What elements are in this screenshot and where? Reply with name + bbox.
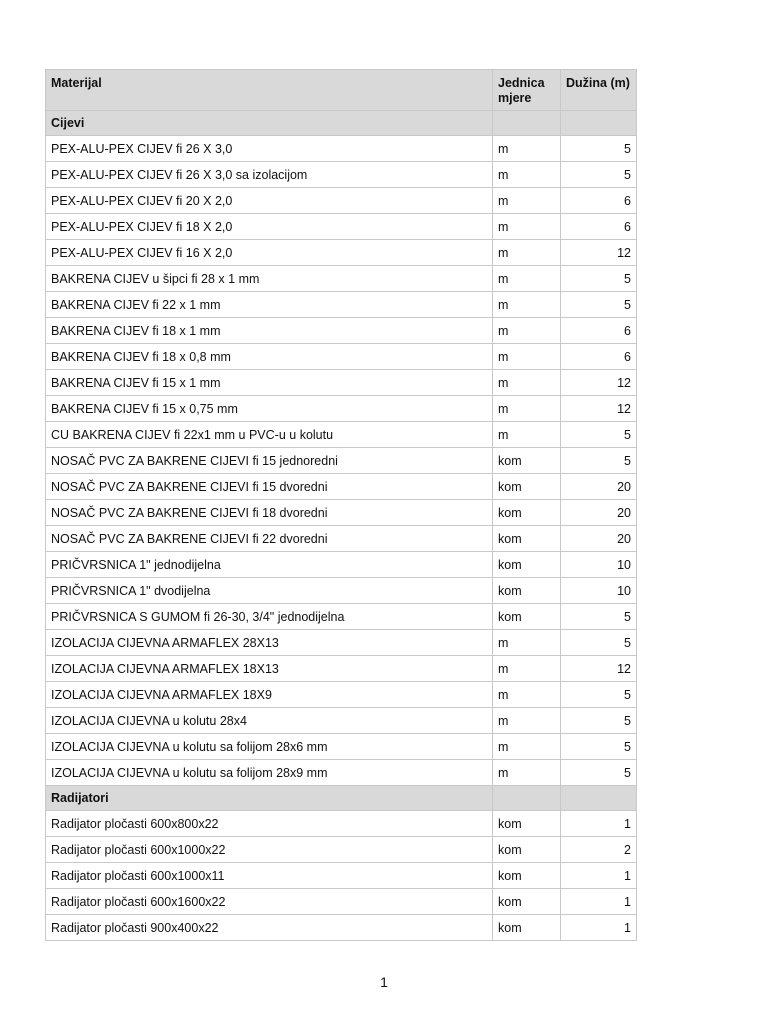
header-length: Dužina (m) [561,70,637,111]
page-number: 1 [380,974,388,990]
length-cell: 1 [561,889,637,915]
section-empty-cell [493,111,561,136]
material-cell: PRIČVRSNICA 1" dvodijelna [46,578,493,604]
table-row [46,760,637,786]
length-cell: 12 [561,656,637,682]
unit-cell: m [493,734,561,760]
unit-cell: kom [493,578,561,604]
length-cell: 5 [561,604,637,630]
material-cell: NOSAČ PVC ZA BAKRENE CIJEVI fi 15 dvoredni [46,474,493,500]
length-cell: 1 [561,811,637,837]
section-title: Radijatori [46,786,493,811]
material-cell: Radijator pločasti 600x1000x22 [46,837,493,863]
length-cell: 5 [561,708,637,734]
unit-cell: kom [493,474,561,500]
length-cell: 5 [561,162,637,188]
length-cell: 5 [561,448,637,474]
materials-table [45,69,637,941]
unit-cell: kom [493,552,561,578]
section-title: Cijevi [46,111,493,136]
unit-cell: kom [493,889,561,915]
unit-cell: kom [493,863,561,889]
length-cell: 2 [561,837,637,863]
length-cell: 10 [561,578,637,604]
unit-cell: kom [493,448,561,474]
table-row [46,448,637,474]
table-row [46,552,637,578]
unit-cell: kom [493,915,561,941]
unit-cell: m [493,266,561,292]
table-row [46,344,637,370]
section-empty-cell [493,786,561,811]
unit-cell: m [493,370,561,396]
table-row [46,240,637,266]
material-cell: IZOLACIJA CIJEVNA u kolutu sa folijom 28x9 mm [46,760,493,786]
table-row [46,500,637,526]
length-cell: 5 [561,422,637,448]
unit-cell: m [493,162,561,188]
table-row [46,474,637,500]
material-cell: BAKRENA CIJEV fi 15 x 0,75 mm [46,396,493,422]
material-cell: BAKRENA CIJEV fi 22 x 1 mm [46,292,493,318]
unit-cell: m [493,682,561,708]
material-cell: CU BAKRENA CIJEV fi 22x1 mm u PVC-u u kolutu [46,422,493,448]
unit-cell: m [493,214,561,240]
length-cell: 10 [561,552,637,578]
table-row [46,136,637,162]
length-cell: 1 [561,863,637,889]
material-cell: PEX-ALU-PEX CIJEV fi 26 X 3,0 sa izolacijom [46,162,493,188]
table-row [46,734,637,760]
unit-cell: m [493,344,561,370]
length-cell: 20 [561,474,637,500]
material-cell: PEX-ALU-PEX CIJEV fi 26 X 3,0 [46,136,493,162]
material-cell: BAKRENA CIJEV fi 18 x 1 mm [46,318,493,344]
table-row [46,630,637,656]
material-cell: IZOLACIJA CIJEVNA ARMAFLEX 18X9 [46,682,493,708]
material-cell: IZOLACIJA CIJEVNA u kolutu 28x4 [46,708,493,734]
material-cell: PEX-ALU-PEX CIJEV fi 18 X 2,0 [46,214,493,240]
material-cell: IZOLACIJA CIJEVNA ARMAFLEX 28X13 [46,630,493,656]
table-row [46,370,637,396]
length-cell: 5 [561,630,637,656]
table-row [46,188,637,214]
material-cell: Radijator pločasti 900x400x22 [46,915,493,941]
length-cell: 20 [561,526,637,552]
table-row [46,863,637,889]
header-material: Materijal [46,70,493,111]
length-cell: 12 [561,396,637,422]
unit-cell: kom [493,604,561,630]
unit-cell: m [493,760,561,786]
length-cell: 12 [561,240,637,266]
length-cell: 6 [561,318,637,344]
table-row [46,915,637,941]
unit-cell: kom [493,526,561,552]
length-cell: 1 [561,915,637,941]
material-cell: BAKRENA CIJEV fi 18 x 0,8 mm [46,344,493,370]
table-body [46,111,637,941]
material-cell: NOSAČ PVC ZA BAKRENE CIJEVI fi 22 dvoredni [46,526,493,552]
table-row [46,837,637,863]
unit-cell: m [493,422,561,448]
table-row [46,266,637,292]
material-cell: BAKRENA CIJEV fi 15 x 1 mm [46,370,493,396]
unit-cell: kom [493,837,561,863]
length-cell: 5 [561,136,637,162]
material-cell: PRIČVRSNICA 1" jednodijelna [46,552,493,578]
unit-cell: m [493,136,561,162]
section-empty-cell [561,786,637,811]
table-row [46,708,637,734]
length-cell: 5 [561,292,637,318]
table-row [46,162,637,188]
length-cell: 6 [561,188,637,214]
unit-cell: m [493,630,561,656]
table-row [46,578,637,604]
length-cell: 5 [561,266,637,292]
table-row [46,889,637,915]
length-cell: 5 [561,682,637,708]
material-cell: Radijator pločasti 600x1000x11 [46,863,493,889]
table-row [46,656,637,682]
material-cell: PEX-ALU-PEX CIJEV fi 16 X 2,0 [46,240,493,266]
material-cell: NOSAČ PVC ZA BAKRENE CIJEVI fi 18 dvoredni [46,500,493,526]
material-cell: IZOLACIJA CIJEVNA ARMAFLEX 18X13 [46,656,493,682]
table-row [46,682,637,708]
unit-cell: m [493,396,561,422]
table-row [46,318,637,344]
unit-cell: m [493,188,561,214]
material-cell: Radijator pločasti 600x800x22 [46,811,493,837]
section-row [46,786,637,811]
material-cell: IZOLACIJA CIJEVNA u kolutu sa folijom 28x6 mm [46,734,493,760]
unit-cell: kom [493,500,561,526]
table-row [46,526,637,552]
header-unit: Jednica mjere [493,70,561,111]
unit-cell: m [493,318,561,344]
material-cell: BAKRENA CIJEV u šipci fi 28 x 1 mm [46,266,493,292]
table-row [46,396,637,422]
unit-cell: m [493,656,561,682]
unit-cell: m [493,240,561,266]
material-cell: NOSAČ PVC ZA BAKRENE CIJEVI fi 15 jednoredni [46,448,493,474]
unit-cell: m [493,708,561,734]
length-cell: 20 [561,500,637,526]
table-row [46,292,637,318]
length-cell: 12 [561,370,637,396]
table-row [46,811,637,837]
length-cell: 5 [561,760,637,786]
material-cell: PEX-ALU-PEX CIJEV fi 20 X 2,0 [46,188,493,214]
length-cell: 5 [561,734,637,760]
table-row [46,604,637,630]
length-cell: 6 [561,344,637,370]
material-cell: PRIČVRSNICA S GUMOM fi 26-30, 3/4" jednodijelna [46,604,493,630]
header-row [46,70,637,111]
unit-cell: m [493,292,561,318]
table-row [46,422,637,448]
table-row [46,214,637,240]
section-row [46,111,637,136]
material-cell: Radijator pločasti 600x1600x22 [46,889,493,915]
length-cell: 6 [561,214,637,240]
section-empty-cell [561,111,637,136]
unit-cell: kom [493,811,561,837]
